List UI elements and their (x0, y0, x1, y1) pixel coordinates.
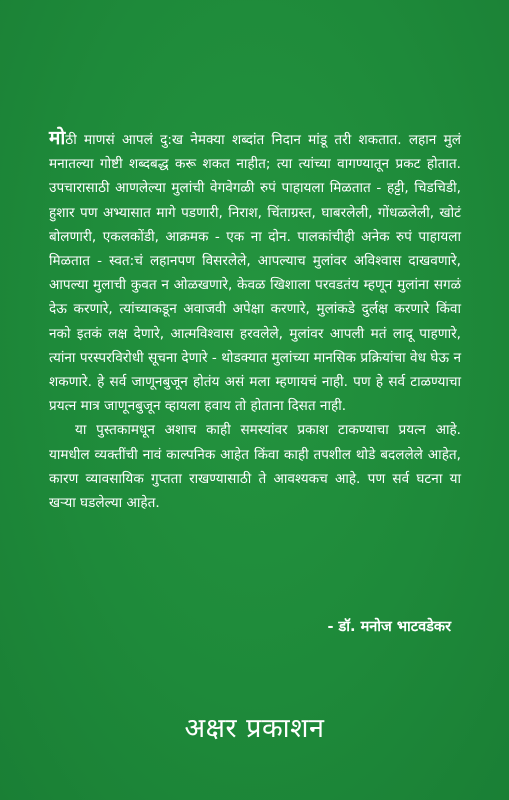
publisher-logo-text: अक्षर प्रकाशन (184, 713, 325, 744)
blurb-paragraph-1 (49, 126, 461, 418)
blurb-paragraph-1-text: ठी माणसं आपलं दु:ख नेमक्या शब्दांत निदान मांडू तरी शकतात. लहान मुलं मनातल्या गोष्टी शब्दबद्ध करू शकत नाहीत; त्या त्यांच्या वागण्यातून प्रकट होतात. उपचारासाठी आणलेल्या मुलांची वेगवेगळी रुपं पाहायला मिळतात - हट्टी, चिडचिडी, हुशार पण अभ्यासात मागे पडणारी, निराश, चिंताग्रस्त, घाबरलेली, गोंधळलेली, खोटं बोलणारी, एकलकोंडी, आक्रमक - एक ना दोन. पालकांचीही अनेक रुपं पाहायला मिळतात - स्वत:चं लहानपण विसरलेले, आपल्याच मुलांवर अविश्वास दाखवणारे, आपल्या मुलाची कुवत न ओळखणारे, केवळ खिशाला परवडतंय म्हणून मुलांना सगळं देऊ करणारे, त्यांच्याकडून अवाजवी अपेक्षा करणारे, मुलांकडे दुर्लक्ष करणारे किंवा नको इतकं लक्ष देणारे, आत्मविश्वास हरवलेले, मुलांवर आपली मतं लादू पाहणारे, त्यांना परस्परविरोधी सूचना देणारे - थोडक्यात मुलांच्या मानसिक प्रक्रियांचा वेध घेऊ न शकणारे. हे सर्व जाणूनबुजून होतंय असं मला म्हणायचं नाही. पण हे सर्व टाळण्याचा प्रयत्न मात्र जाणूनबुजून व्हायला हवाय तो होताना दिसत नाही. (49, 132, 461, 415)
back-cover-blurb (49, 126, 461, 515)
author-signature: - डॉ. मनोज भाटवडेकर (327, 619, 451, 635)
drop-cap: मो (49, 127, 66, 149)
blurb-paragraph-2: या पुस्तकामधून अशाच काही समस्यांवर प्रकाश टाकण्याचा प्रयत्न आहे. यामधील व्यक्तींची नावं काल्पनिक आहेत किंवा काही तपशील थोडे बदललेले आहेत, कारण व्यावसायिक गुप्तता राखण्यासाठी ते आवश्यकच आहे. पण सर्व घटना या खऱ्या घडलेल्या आहेत. (49, 422, 461, 512)
